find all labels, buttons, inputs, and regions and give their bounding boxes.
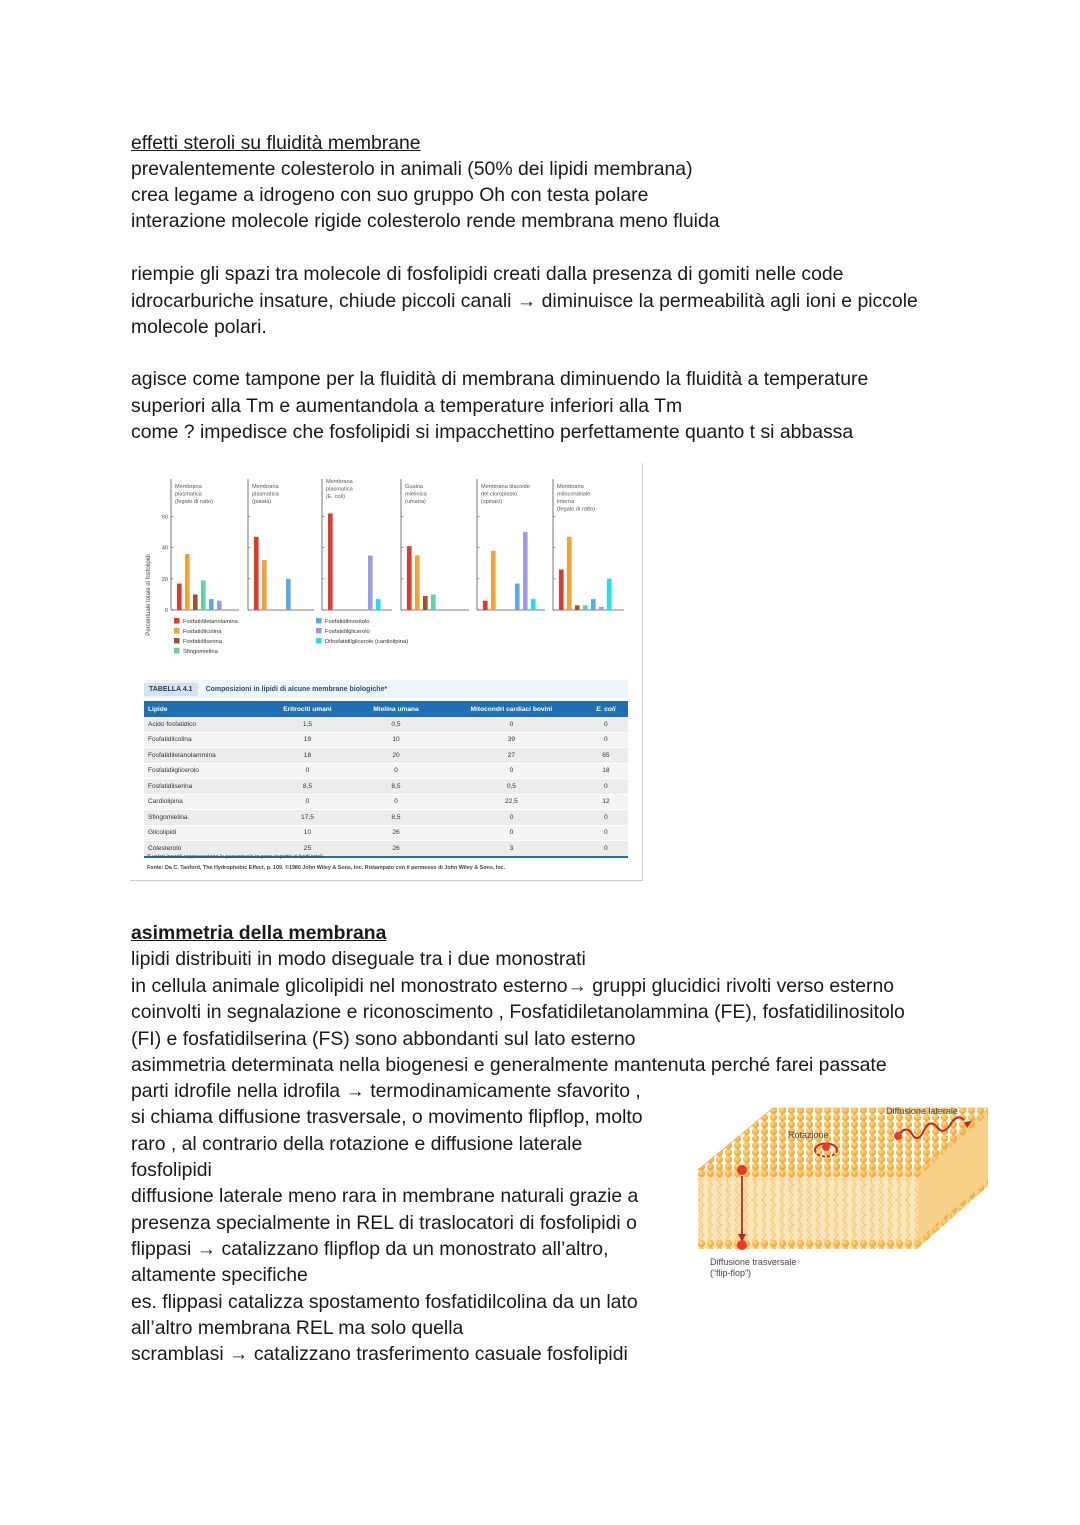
bar-fosfatidiletanolamina (407, 546, 412, 610)
text-line: flippasi → catalizzano flipflop da un monostrato all’altro, (131, 1238, 609, 1260)
table-tag: TABELLA 4.1 (144, 683, 198, 696)
table-cell: 0 (584, 810, 628, 826)
table-cell: 22,5 (439, 794, 584, 810)
section-heading-asimmetria: asimmetria della membrana (131, 922, 387, 944)
table-cell: 27 (439, 748, 584, 764)
panel-label: (umana) (405, 499, 426, 505)
bar-fosfatidilcolina (491, 551, 496, 610)
table-cell: 8,5 (353, 779, 439, 795)
chart-panel (248, 479, 314, 610)
panel-label: (patata) (252, 499, 272, 505)
table-cell: 0 (439, 763, 584, 779)
y-tick-label: 20 (161, 576, 168, 583)
text-line: superiori alla Tm e aumentandola a temperature inferiori alla Tm (131, 395, 683, 417)
table-row (144, 748, 628, 764)
table-caption (144, 680, 628, 698)
table-cell: 10 (353, 732, 439, 748)
panel-label: (spinaci) (481, 499, 503, 505)
table-cell: 17,5 (262, 810, 353, 826)
legend-swatch (174, 628, 180, 634)
table-cell: 0 (439, 717, 584, 732)
bar-fosfatidilglicerolo (523, 532, 528, 610)
table-row (144, 732, 628, 748)
table-source: Fonte: Da C. Tanford, The Hydrophobic Effect, p. 109. ©1980 John Wiley & Sons, Inc. Ristampato con il permesso di John Wiley & Sons, Inc. (147, 865, 506, 871)
text-line: agisce come tampone per la fluidità di membrana diminuendo la fluidità a temperature (131, 368, 869, 390)
lipid-table (144, 680, 628, 858)
bar-fosfatidilinositolo (515, 584, 520, 610)
legend-swatch (174, 648, 180, 654)
chart-panel (553, 479, 624, 610)
panel-label: (fegato di ratto) (175, 499, 213, 505)
panel-label: (E. coli) (326, 494, 345, 500)
table-cell: Cardiolipina (144, 794, 262, 810)
text-line: altamente specifiche (131, 1264, 308, 1286)
table-cell: 26 (353, 825, 439, 841)
table-row (144, 825, 628, 841)
table-cell: Fosfatidiletanolammina (144, 748, 262, 764)
table-header-cell: Eritrociti umani (262, 701, 353, 717)
panel-label: Membrana (326, 479, 353, 485)
table-cell: 0 (584, 717, 628, 732)
table-cell: 19 (262, 732, 353, 748)
table-row (144, 810, 628, 826)
text-line: raro , al contrario della rotazione e diffusione laterale (131, 1133, 583, 1155)
membrane-diffusion-diagram (688, 1100, 988, 1290)
text-line: all’altro membrana REL ma solo quella (131, 1317, 464, 1339)
bar-fosfatidilinositolo (591, 599, 596, 610)
table-cell: 0 (262, 763, 353, 779)
table-cell: 26 (353, 841, 439, 857)
bar-difosfatidilglicerolo-cardiolipina- (607, 579, 612, 610)
table-row (144, 763, 628, 779)
y-tick-label: 0 (164, 608, 168, 614)
lipid-table-grid (144, 701, 628, 858)
panel-label: mitocondriale (557, 491, 591, 498)
legend-swatch (316, 628, 322, 634)
text-line: si chiama diffusione trasversale, o movimento flipflop, molto (131, 1106, 643, 1128)
bar-fosfatidiletanolamina (254, 537, 259, 610)
bar-fosfatidilglicerolo (599, 607, 604, 610)
table-header-cell: Mitocondri cardiaci bovini (439, 701, 584, 717)
table-note: *I valori inseriti rappresentano la percentuale in peso rispetto ai lipidi totali. (147, 854, 325, 860)
table-cell: 0 (584, 779, 628, 795)
panel-label: Membrana (557, 484, 584, 490)
bar-fosfatidilinositolo (286, 579, 291, 610)
section-heading-steroli: effetti steroli su fluidità membrane (131, 132, 421, 154)
legend-swatch (174, 618, 180, 624)
table-cell: 0 (584, 732, 628, 748)
table-cell: 0 (262, 794, 353, 810)
text-line: prevalentemente colesterolo in animali (50% dei lipidi membrana) (131, 158, 693, 180)
bar-fosfatidiletanolamina (328, 513, 333, 610)
bar-difosfatidilglicerolo-cardiolipina- (531, 599, 536, 610)
flipflop-label: (“flip-flop”) (710, 1268, 752, 1278)
bar-fosfatidiletanolamina (177, 584, 182, 610)
y-tick-label: 40 (161, 545, 168, 552)
table-header-cell: Mielina umana (353, 701, 439, 717)
table-cell: 1,5 (262, 717, 353, 732)
text-line: asimmetria determinata nella biogenesi e generalmente mantenuta perché farei passate (131, 1054, 887, 1076)
lipid-composition-figure (130, 463, 643, 881)
panel-label: mielinica (405, 491, 427, 498)
phospholipid-bar-chart (130, 463, 642, 678)
table-cell: Acido fosfatidico (144, 717, 262, 732)
table-cell: 20 (353, 748, 439, 764)
table-row (144, 717, 628, 732)
panel-label: plasmatica (175, 491, 202, 498)
bar-sfingomielina (583, 605, 588, 610)
bar-fosfatidilcolina (415, 556, 420, 611)
table-cell: 12 (584, 794, 628, 810)
legend-label: Fosfatidilglicerolo (325, 629, 370, 635)
table-header-cell: E. coli (584, 701, 628, 717)
panel-label: plasmatica (252, 491, 279, 498)
bar-fosfatidilserina (575, 605, 580, 610)
table-cell: Sfingomielina (144, 810, 262, 826)
table-cell: 0 (584, 825, 628, 841)
transverse-diffusion-label: Diffusione trasversale (710, 1257, 797, 1267)
table-cell: 0 (353, 794, 439, 810)
legend-label: Fosfatidilserina (183, 639, 222, 645)
table-cell: 18 (584, 763, 628, 779)
table-header-row (144, 701, 628, 717)
table-cell: Colesterolo (144, 841, 262, 857)
text-line: diffusione laterale meno rara in membrane naturali grazie a (131, 1185, 639, 1207)
rotation-label: Rotazione (788, 1130, 829, 1140)
text-line: fosfolipidi (131, 1159, 212, 1181)
panel-label: Guaina (405, 484, 424, 490)
table-cell: 3 (439, 841, 584, 857)
legend-swatch (316, 618, 322, 624)
legend-label: Sfingomielina (183, 649, 218, 655)
table-cell: 18 (262, 748, 353, 764)
bar-difosfatidilglicerolo-cardiolipina- (376, 599, 381, 610)
text-line: idrocarburiche insature, chiude piccoli canali → diminuisce la permeabilità agli ioni e piccole (131, 290, 918, 312)
legend-label: Fosfatidilinositolo (325, 619, 370, 625)
chart-panel (401, 479, 469, 610)
legend-label: Fosfatidilcolina (183, 629, 222, 635)
table-cell: 0 (584, 841, 628, 857)
bar-sfingomielina (201, 580, 206, 610)
text-line: riempie gli spazi tra molecole di fosfolipidi creati dalla presenza di gomiti nelle code (131, 263, 844, 285)
table-header-cell: Lipide (144, 701, 262, 717)
bar-sfingomielina (431, 594, 436, 610)
text-line: lipidi distribuiti in modo diseguale tra i due monostrati (131, 948, 586, 970)
panel-label: (fegato di ratto) (557, 506, 595, 513)
table-row (144, 779, 628, 795)
y-axis-label: Percentuale totale di fosfolipidi (146, 554, 152, 636)
legend-swatch (316, 638, 322, 644)
bar-fosfatidilcolina (567, 537, 572, 610)
table-cell: 10 (262, 825, 353, 841)
bar-fosfatidilcolina (185, 554, 190, 610)
table-cell: 39 (439, 732, 584, 748)
table-cell: 0,5 (353, 717, 439, 732)
bar-fosfatidilserina (423, 596, 428, 610)
y-tick-label: 60 (161, 514, 168, 521)
panel-label: Membrana tilacoide (481, 484, 530, 490)
panel-label: plasmatica (326, 486, 353, 493)
legend-label: Fosfatidiletanolamina (183, 619, 238, 625)
text-line: (FI) e fosfatidilserina (FS) sono abbondanti sul lato esterno (131, 1028, 636, 1050)
table-cell: 25 (262, 841, 353, 857)
lateral-diffusion-label: Diffusione laterale (886, 1106, 958, 1116)
table-cell: 0 (353, 763, 439, 779)
text-line: presenza specialmente in REL di traslocatori di fosfolipidi o (131, 1212, 637, 1234)
text-line: coinvolti in segnalazione e riconoscimento , Fosfatidiletanolammina (FE), fosfatidilinositolo (131, 1001, 905, 1023)
chart-panel (322, 479, 392, 610)
panel-label: Membrana (252, 484, 279, 490)
table-cell: Fosfatidilglicerolo (144, 763, 262, 779)
bar-fosfatidiletanolamina (483, 601, 488, 610)
text-line: interazione molecole rigide colesterolo rende membrana meno fluida (131, 210, 720, 232)
table-title: Composizioni in lipidi di alcune membrane biologiche* (205, 685, 388, 693)
table-cell: Glicolipidi (144, 825, 262, 841)
panel-label: interna (557, 499, 575, 505)
legend-swatch (174, 638, 180, 644)
text-line: molecole polari. (131, 316, 267, 338)
bar-fosfatidiletanolamina (559, 570, 564, 610)
table-cell: Fosfatidilserina (144, 779, 262, 795)
bar-fosfatidilcolina (262, 560, 267, 610)
bar-fosfatidilinositolo (209, 599, 214, 610)
panel-label: del cloroplasto (481, 491, 518, 498)
text-line: come ? impedisce che fosfolipidi si impacchettino perfettamente quanto t si abbassa (131, 421, 854, 443)
table-cell: 0 (439, 825, 584, 841)
table-cell: 8,5 (353, 810, 439, 826)
table-cell: 0,5 (439, 779, 584, 795)
table-cell: Fosfatidilcolina (144, 732, 262, 748)
table-cell: 0 (439, 810, 584, 826)
table-cell: 65 (584, 748, 628, 764)
text-line: scramblasi → catalizzano trasferimento casuale fosfolipidi (131, 1343, 628, 1365)
table-cell: 8,5 (262, 779, 353, 795)
bar-fosfatidilserina (193, 594, 198, 610)
panel-label: Membrana (175, 484, 202, 490)
text-line: in cellula animale glicolipidi nel monostrato esterno→ gruppi glucidici rivolti verso esterno (131, 975, 895, 997)
table-row (144, 794, 628, 810)
text-line: es. flippasi catalizza spostamento fosfatidilcolina da un lato (131, 1291, 638, 1313)
legend-label: Difosfatidilglicerolo (cardiolipina) (325, 639, 409, 645)
text-line: crea legame a idrogeno con suo gruppo Oh con testa polare (131, 184, 649, 206)
bar-fosfatidilglicerolo (368, 556, 373, 611)
text-line: parti idrofile nella idrofila → termodinamicamente sfavorito , (131, 1080, 641, 1102)
chart-panel (171, 479, 239, 610)
bar-fosfatidilglicerolo (217, 601, 222, 610)
chart-panel (477, 479, 545, 610)
